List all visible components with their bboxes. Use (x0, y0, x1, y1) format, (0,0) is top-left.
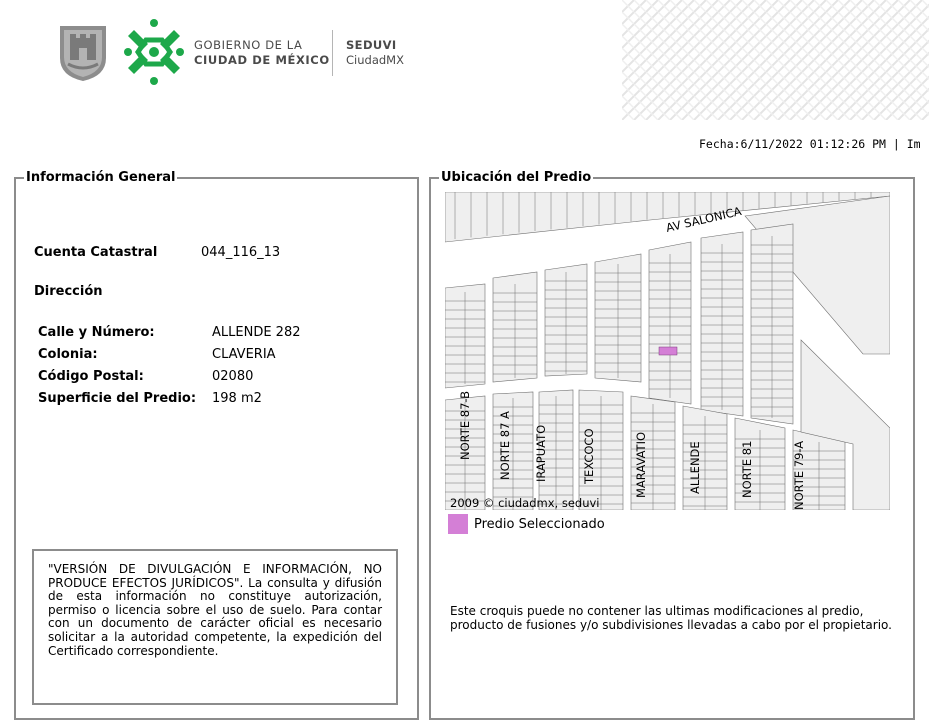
superficie-value: 198 m2 (212, 391, 262, 406)
street-label-norte-81: NORTE 81 (740, 440, 754, 498)
cdmx-logo-icon (124, 18, 184, 86)
agency-name-line2: CiudadMX (346, 53, 404, 67)
street-label-maravatio: MARAVATIO (634, 431, 648, 498)
decorative-pattern (622, 0, 929, 120)
selected-parcel[interactable] (659, 347, 677, 355)
agency-name (346, 38, 404, 68)
parcel-map[interactable] (445, 192, 890, 510)
street-label-av-salonica: AV SALONICA (664, 203, 743, 235)
print-date: Fecha:6/11/2022 01:12:26 PM | Im (699, 137, 921, 151)
government-name-line1: GOBIERNO DE LA (194, 38, 303, 52)
cuenta-catastral-value: 044_116_13 (201, 245, 281, 260)
street-label-norte-79a: NORTE 79-A (792, 440, 806, 510)
general-info-legend: Información General (26, 170, 176, 185)
colonia-label: Colonia: (38, 347, 98, 362)
street-label-norte-87a: NORTE 87 A (498, 411, 512, 480)
legal-notice: "VERSIÓN DE DIVULGACIÓN E INFORMACIÓN, NO PRODUCE EFECTOS JURÍDICOS". La consulta y difusión de esta información no constituye autorización, permiso o licencia sobre el uso de suelo. Para contar con un documento de carácter oficial es necesario solicitar a la autoridad competente, la expedición del Certificado correspondiente. (32, 549, 398, 705)
calle-value: ALLENDE 282 (212, 325, 301, 340)
selected-parcel-swatch (448, 514, 468, 534)
government-name (194, 38, 330, 68)
header-divider (332, 30, 333, 76)
map-credit: 2009 © ciudadmx, seduvi (450, 496, 600, 510)
codigo-postal-value: 02080 (212, 369, 254, 384)
location-legend: Ubicación del Predio (441, 170, 592, 185)
selected-parcel-label: Predio Seleccionado (474, 517, 605, 532)
street-label-allende: ALLENDE (688, 441, 702, 494)
map-disclaimer: Este croquis puede no contener las ultimas modificaciones al predio, producto de fusiones y/o subdivisiones llevadas a cabo por el propietario. (450, 604, 892, 632)
city-coat-of-arms-icon (58, 24, 108, 82)
calle-label: Calle y Número: (38, 325, 155, 340)
colonia-value: CLAVERIA (212, 347, 276, 362)
street-label-norte-87b: NORTE 87-B (458, 390, 472, 460)
street-label-irapuato: IRAPUATO (534, 424, 548, 482)
superficie-label: Superficie del Predio: (38, 391, 197, 406)
street-label-texcoco: TEXCOCO (582, 428, 596, 484)
page-header (0, 0, 929, 120)
cuenta-catastral-label: Cuenta Catastral (34, 245, 158, 260)
agency-name-line1: SEDUVI (346, 38, 397, 52)
government-name-line2: CIUDAD DE MÉXICO (194, 53, 330, 67)
codigo-postal-label: Código Postal: (38, 369, 144, 384)
direccion-label: Dirección (34, 284, 103, 299)
parcel-map-canvas (445, 192, 890, 510)
